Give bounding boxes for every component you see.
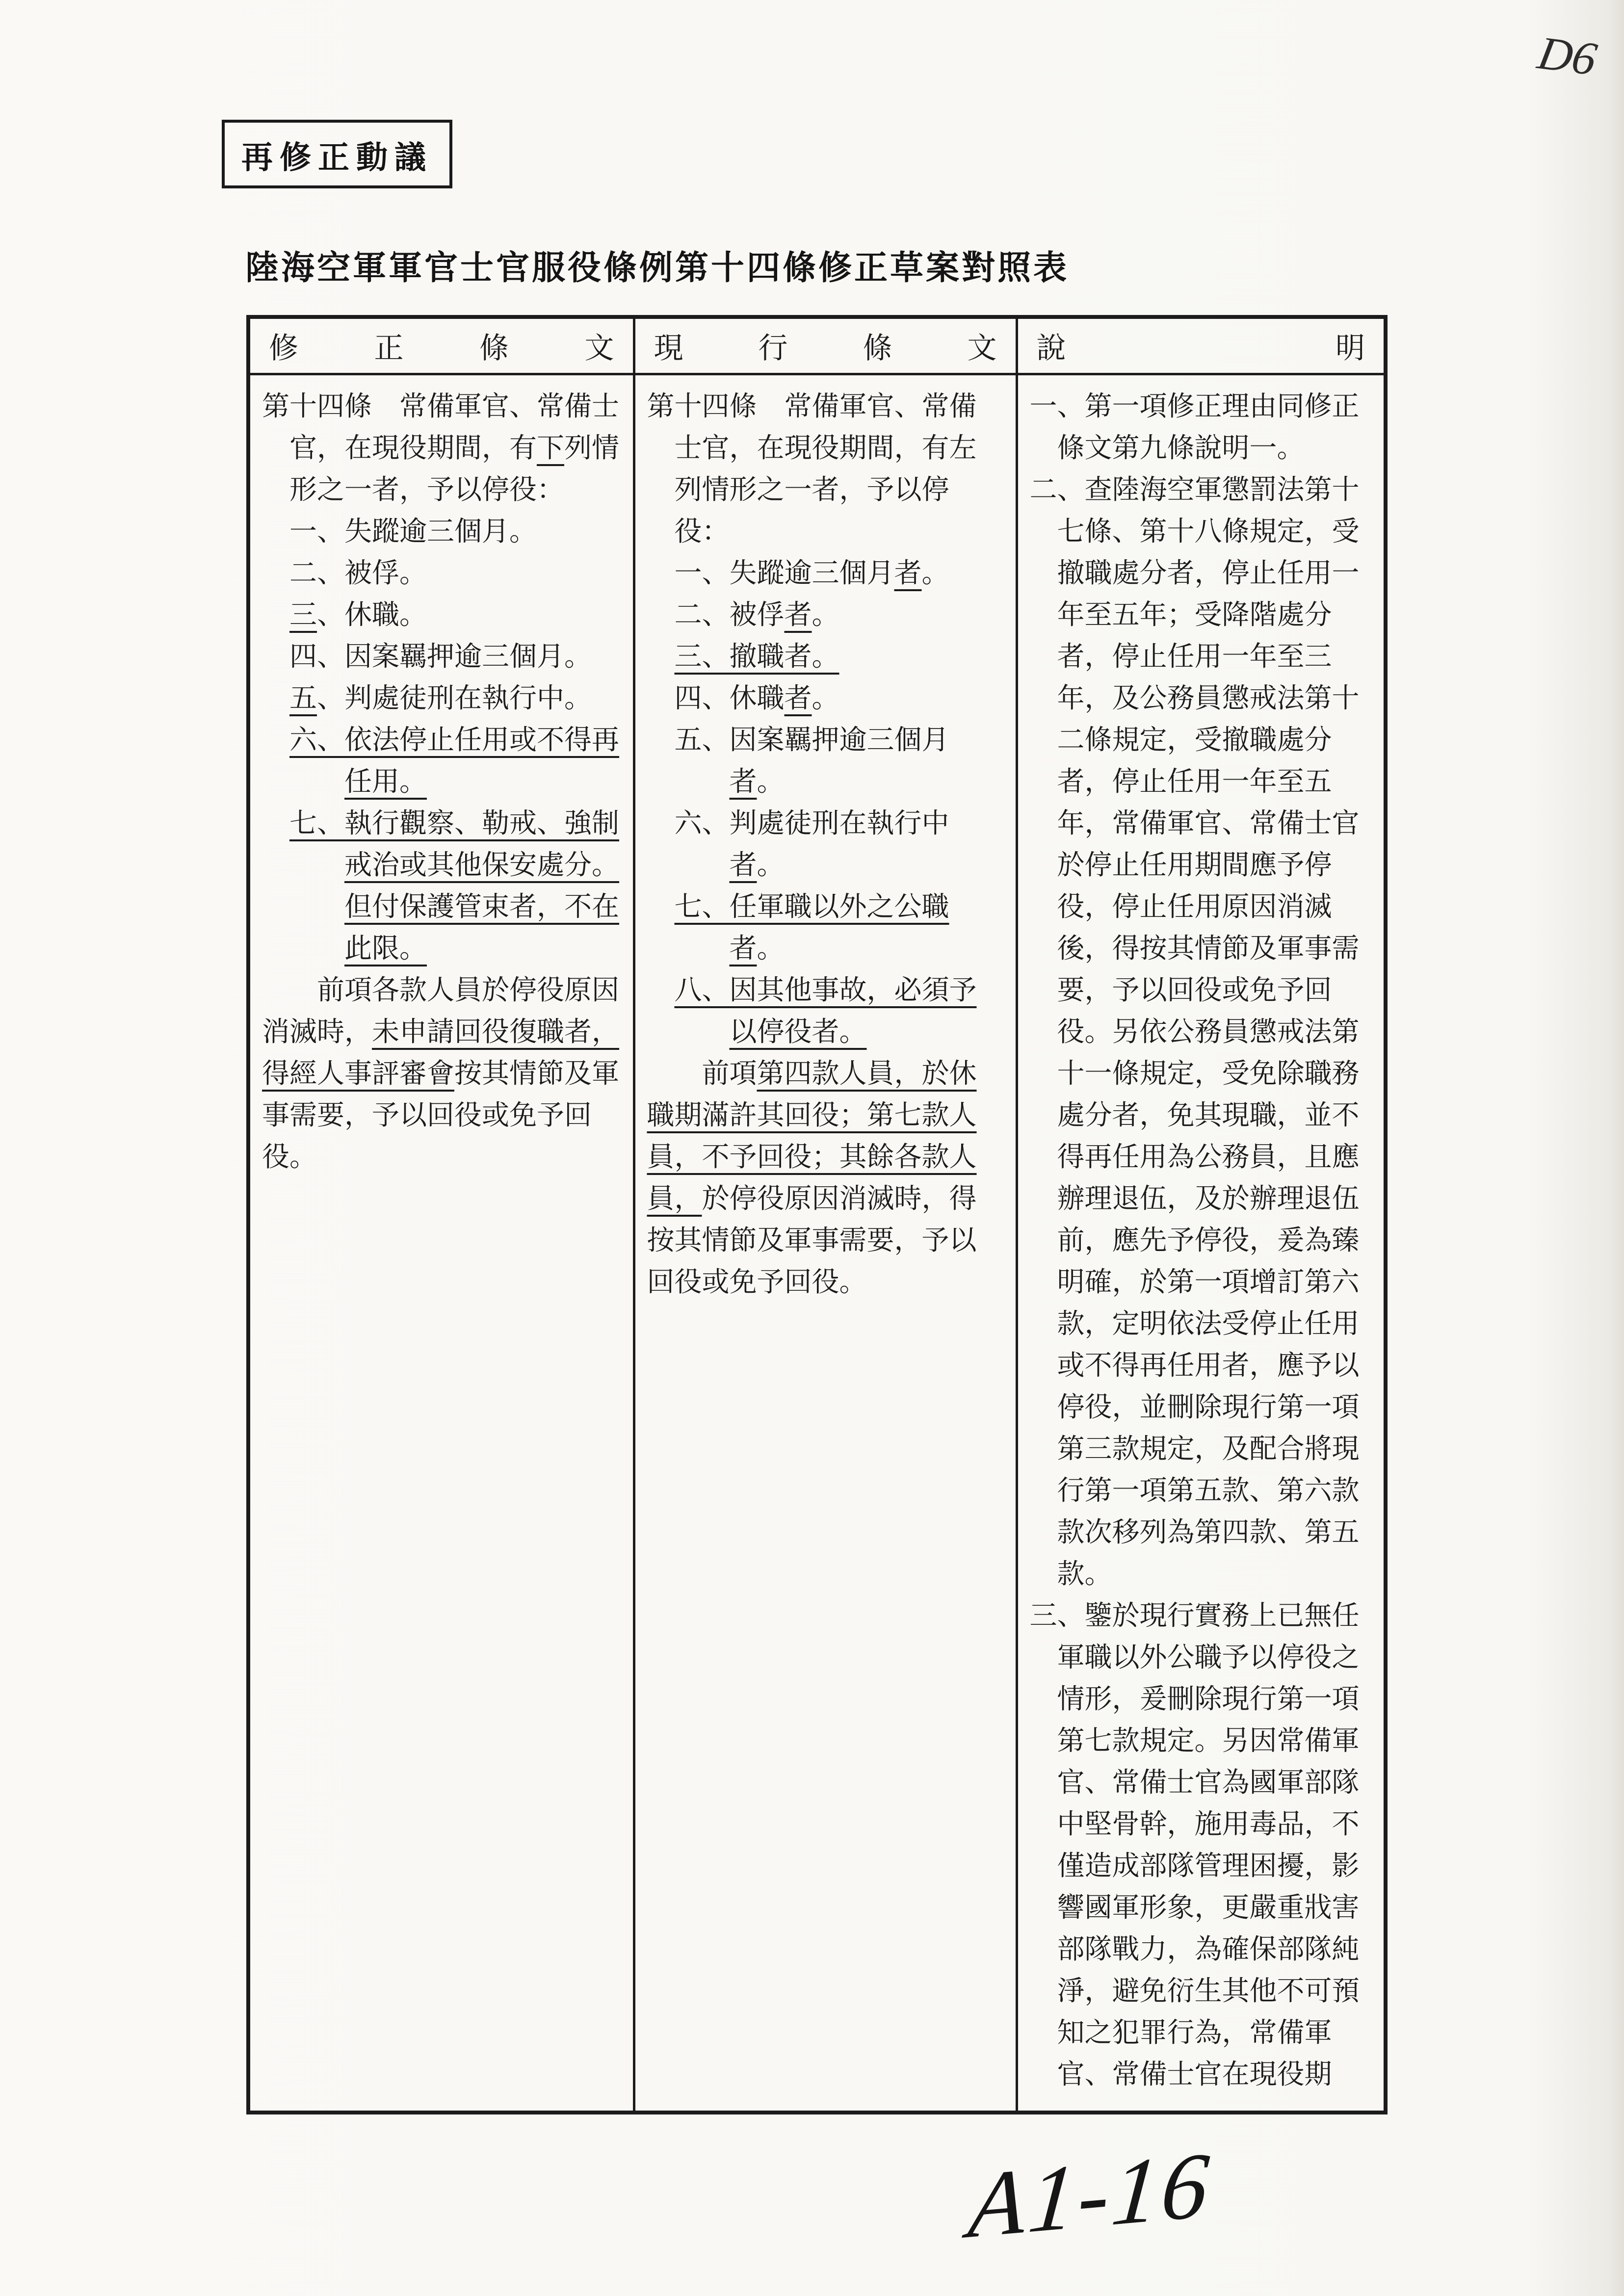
paragraph [1030, 386, 1372, 470]
underlined-text: 七、任軍職以外之公職者 [674, 891, 949, 964]
header-char: 文 [967, 332, 997, 365]
underlined-text: 七、執行觀察、勒戒、強制戒治或其他保安處分。但付保護管束者，不在此限。 [289, 808, 619, 964]
underlined-text: 第四款人員，於休職期滿許其回役；第七款人員，不予回役；其餘各款人員， [647, 1058, 977, 1214]
table-header-row [248, 317, 1386, 374]
underlined-text: 者 [729, 766, 757, 797]
text-segment: 。 [757, 933, 785, 964]
text-segment: 二、被俘。 [289, 558, 427, 589]
text-segment: 前項各款人員於停役原因消滅時， [262, 975, 619, 1047]
text-segment: 一、失蹤逾三個月。 [289, 516, 537, 547]
paragraph [675, 720, 1004, 803]
paragraph [675, 887, 1004, 970]
underlined-text: 者 [729, 850, 757, 881]
paragraph [675, 636, 1004, 678]
paragraph [262, 970, 621, 1178]
document-title: 陸海空軍軍官士官服役條例第十四條修正草案對照表 [245, 249, 1070, 287]
paragraph [647, 1053, 1004, 1304]
explanation-column [1017, 374, 1386, 2113]
text-segment: 前項 [702, 1058, 757, 1089]
paragraph [675, 678, 1004, 720]
underlined-text: 三 [289, 600, 317, 630]
amended-text-column [248, 374, 634, 2113]
text-segment: 按其情節及軍事需要，予以回役或免予回役。 [262, 1058, 619, 1173]
text-segment: 二、被俘 [674, 600, 785, 630]
paragraph [289, 678, 621, 720]
table-body-row [248, 374, 1386, 2113]
text-segment: 二、查陸海空軍懲罰法第十七條、第十八條規定，受撤職處分者，停止任用一年至五年；受降階處分者，停止任用一年至三年，及公務員懲戒法第十二條規定，受撤職處分者，停止任用一年至五年，常備軍官、常備士官於停止任用期間應予停役，停止任用原因消滅後，得按其情節及軍事需要，予以回役或免予回役。另依公務員懲戒法第十一條規定，受免除職務處分者，免其現職，並不得再任用為公務員，且應辦理退伍，及於辦理退伍前，應先予停役，爰為臻明確，於第一項增訂第六款，定明依法受停止任用或不得再任用者，應予以停役，並刪除現行第一項第三款規定，及配合將現行第一項第五款、第六款款次移列為第四款、第五款。 [1029, 474, 1360, 1590]
text-segment: 四、休職 [674, 683, 785, 714]
text-segment: 。 [757, 850, 785, 881]
header-char: 正 [374, 332, 404, 365]
handwritten-annotation: A1-16 [965, 2133, 1216, 2258]
paragraph [289, 720, 621, 803]
paragraph [675, 595, 1004, 636]
paragraph [289, 553, 621, 595]
header-amended-text [248, 317, 634, 374]
underlined-text: 者 [784, 600, 812, 630]
text-segment: 第十四條 常備軍官、常備士官，在現役期間，有左列情形之一者，予以停役： [647, 391, 977, 547]
underlined-text: 下 [537, 433, 564, 464]
underlined-text: 六、依法停止任用或不得再任用。 [289, 725, 619, 797]
underlined-text: 者 [894, 558, 922, 589]
underlined-text: 八、因其他事故，必須予以停役者。 [674, 975, 977, 1047]
text-segment: 一、第一項修正理由同修正條文第九條說明一。 [1029, 391, 1360, 464]
header-current-text [634, 317, 1017, 374]
text-segment: 。 [757, 766, 785, 797]
header-amended-text-label [269, 325, 614, 367]
revision-motion-stamp [222, 120, 452, 188]
paragraph [647, 386, 1004, 553]
paragraph [1030, 470, 1372, 1595]
comparison-table [246, 315, 1388, 2114]
text-segment: 一、失蹤逾三個月 [674, 558, 894, 589]
text-segment: 。 [812, 683, 839, 714]
text-segment: 四、因案羈押逾三個月。 [289, 641, 592, 672]
paragraph [675, 553, 1004, 595]
paragraph [1030, 1595, 1372, 2096]
text-segment: 六、判處徒刑在執行中 [674, 808, 949, 839]
underlined-text: 未申請回役復職者，得經人事評審會 [262, 1017, 619, 1089]
paragraph [289, 803, 621, 970]
header-explanation-label [1037, 325, 1365, 367]
header-current-text-label [654, 325, 997, 367]
paragraph [289, 511, 621, 553]
header-char: 條 [863, 332, 892, 365]
paragraph [262, 386, 621, 511]
paragraph [675, 803, 1004, 887]
text-segment: 五、因案羈押逾三個月 [674, 725, 949, 756]
header-char: 明 [1336, 332, 1365, 365]
text-segment: 、休職。 [317, 600, 427, 630]
text-segment: 列情形之一者，予以停役： [289, 433, 619, 505]
header-char: 說 [1036, 332, 1066, 365]
header-char: 行 [758, 332, 788, 365]
stamp-label: 再修正動議 [241, 140, 433, 175]
header-char: 條 [479, 332, 509, 365]
text-segment: 、判處徒刑在執行中。 [317, 683, 592, 714]
text-segment: 。 [812, 600, 839, 630]
paragraph [289, 595, 621, 636]
header-explanation [1017, 317, 1386, 374]
text-segment: 。 [921, 558, 949, 589]
paragraph [675, 970, 1004, 1053]
current-text-column [634, 374, 1017, 2113]
text-segment: 於停役原因消滅時，得按其情節及軍事需要，予以回役或免予回役。 [647, 1183, 977, 1298]
underlined-text: 三、撤職者。 [674, 641, 839, 672]
underlined-text: 五 [289, 683, 317, 714]
header-char: 現 [654, 332, 683, 365]
underlined-text: 者 [784, 683, 812, 714]
header-char: 修 [269, 332, 298, 365]
handwritten-corner-code: D6 [1534, 26, 1601, 85]
header-char: 文 [584, 332, 614, 365]
text-segment: 三、鑒於現行實務上已無任軍職以外公職予以停役之情形，爰刪除現行第一項第七款規定。另因常備軍官、常備士官為國軍部隊中堅骨幹，施用毒品，不僅造成部隊管理困擾，影響國軍形象，更嚴重戕害部隊戰力，為確保部隊純淨，避免衍生其他不可預知之犯罪行為，常備軍官、常備士官在現役期 [1029, 1600, 1360, 2090]
text-segment: 第十四條 常備軍官、常備士官，在現役期間，有 [262, 391, 619, 464]
paragraph [289, 636, 621, 678]
